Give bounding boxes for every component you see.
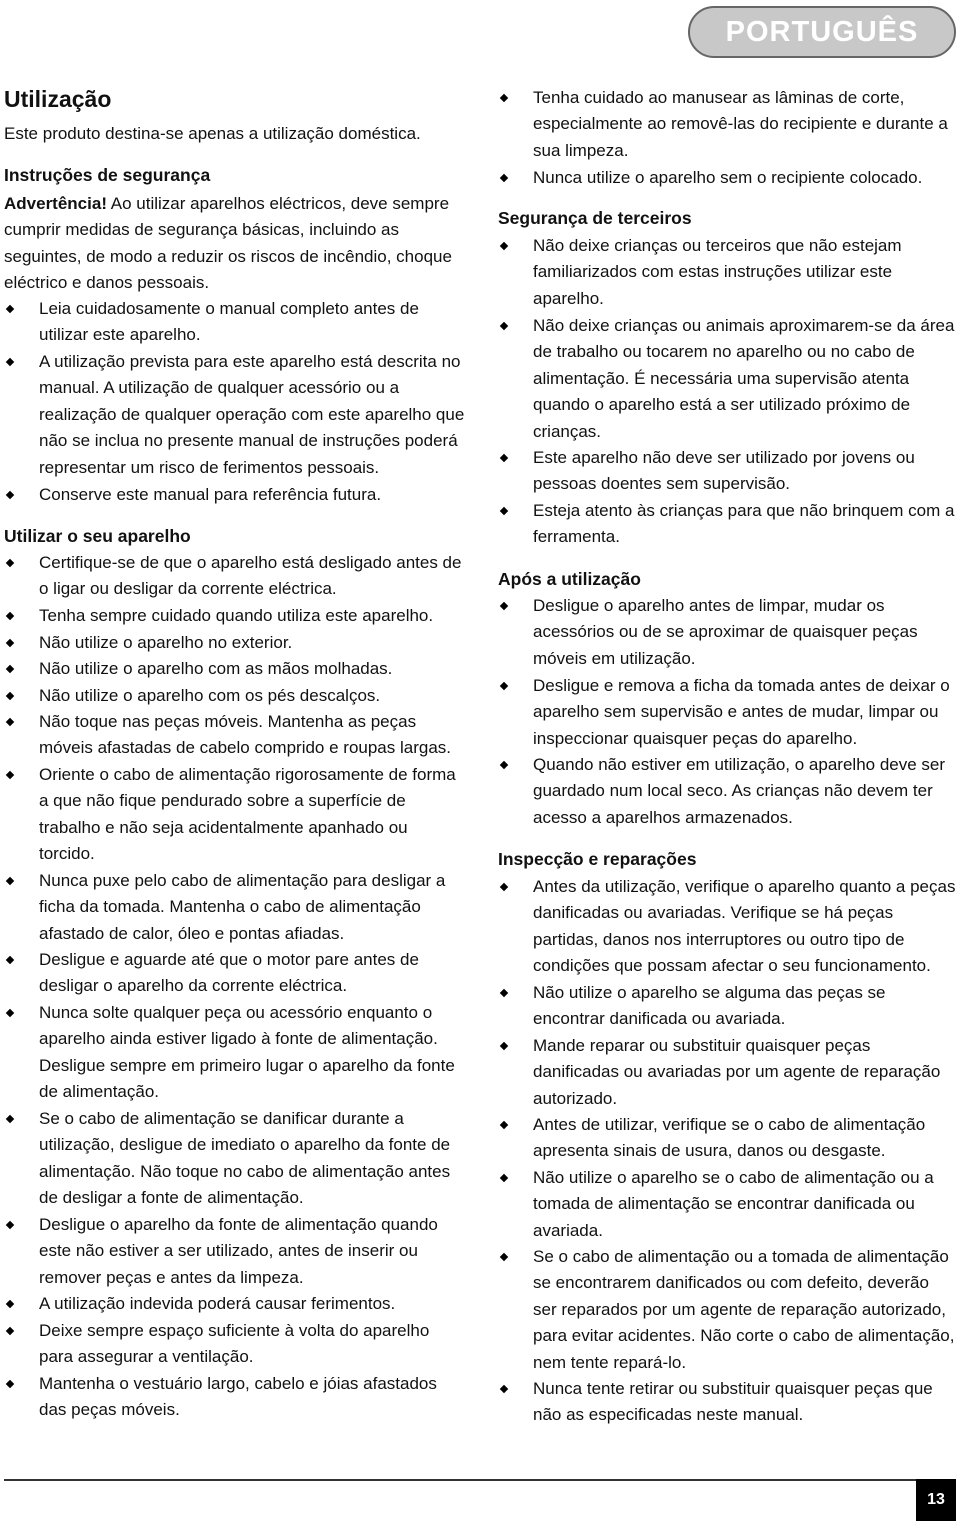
bullet-diamond-icon [500, 1174, 508, 1182]
bullet-diamond-icon [6, 1221, 14, 1229]
bullet-diamond-icon [500, 454, 508, 462]
list-item: Esteja atento às crianças para que não brinquem com a ferramenta. [498, 498, 956, 551]
heading-inspection-repairs: Inspecção e reparações [498, 849, 697, 869]
bullet-diamond-icon [500, 761, 508, 769]
bullet-diamond-icon [500, 94, 508, 102]
bullet-diamond-icon [6, 956, 14, 964]
list-item: Não utilize o aparelho se o cabo de alimentação ou a tomada de alimentação se encontrar danificada ou avariada. [498, 1165, 956, 1244]
heading-after-use: Após a utilização [498, 569, 641, 589]
bullet-diamond-icon [6, 718, 14, 726]
list-item: Leia cuidadosamente o manual completo antes de utilizar este aparelho. [4, 296, 466, 349]
list-item: Não deixe crianças ou animais aproximarem-se da área de trabalho ou tocarem no aparelho ou no cabo de alimentação. É necessária uma supervisão atenta quando o aparelho está a ser utilizado próximo de crianças. [498, 313, 956, 445]
language-badge: PORTUGUÊS [688, 6, 956, 58]
intro-text: Este produto destina-se apenas a utilização doméstica. [4, 124, 421, 143]
bullet-diamond-icon [6, 305, 14, 313]
list-item: Conserve este manual para referência futura. [4, 482, 466, 508]
bullet-diamond-icon [6, 639, 14, 647]
list-item: Não utilize o aparelho se alguma das peças se encontrar danificada ou avariada. [498, 980, 956, 1033]
bullet-diamond-icon [6, 358, 14, 366]
bullet-diamond-icon [500, 602, 508, 610]
list-item: Oriente o cabo de alimentação rigorosamente de forma a que não fique pendurado sobre a superfície de trabalho e não seja acidentalmente apanhado ou torcido. [4, 762, 466, 868]
list-item: Desligue e aguarde até que o motor pare antes de desligar o aparelho da corrente eléctrica. [4, 947, 466, 1000]
list-item: Não utilize o aparelho no exterior. [4, 630, 466, 656]
list-item: Antes da utilização, verifique o aparelho quanto a peças danificadas ou avariadas. Verifique se há peças partidas, danos nos interruptores ou outro tipo de condições que possam afectar o seu funcionamento. [498, 874, 956, 980]
bullet-diamond-icon [500, 1042, 508, 1050]
section-title-utilizacao: Utilização [4, 86, 112, 112]
list-item: Mantenha o vestuário largo, cabelo e jóias afastados das peças móveis. [4, 1371, 466, 1424]
bullet-diamond-icon [500, 682, 508, 690]
list-item: Desligue e remova a ficha da tomada antes de deixar o aparelho sem supervisão e antes de mudar, limpar ou inspeccionar quaisquer peças do aparelho. [498, 673, 956, 752]
bullet-diamond-icon [500, 1253, 508, 1261]
list-item: Quando não estiver em utilização, o aparelho deve ser guardado num local seco. As crianças não devem ter acesso a aparelhos armazenados. [498, 752, 956, 831]
warning-label: Advertência! [4, 194, 107, 213]
bullet-diamond-icon [6, 692, 14, 700]
page-number: 13 [916, 1479, 956, 1521]
list-item: Tenha sempre cuidado quando utiliza este aparelho. [4, 603, 466, 629]
warning-paragraph [4, 191, 466, 297]
warning-text: Ao utilizar aparelhos eléctricos, deve sempre cumprir medidas de segurança básicas, incluindo as seguintes, de modo a reduzir os riscos de incêndio, choque eléctrico e danos pessoais. [4, 194, 452, 293]
bullet-diamond-icon [6, 877, 14, 885]
bullet-diamond-icon [6, 1380, 14, 1388]
bullet-diamond-icon [6, 1300, 14, 1308]
footer-divider [4, 1479, 956, 1481]
heading-third-party-safety: Segurança de terceiros [498, 208, 692, 228]
heading-safety-instructions: Instruções de segurança [4, 165, 211, 185]
list-item: Se o cabo de alimentação ou a tomada de alimentação se encontrarem danificados ou com defeito, deverão ser reparados por um agente de reparação autorizado, para evitar acidentes. Não corte o cabo de alimentação, nem tente repará-lo. [498, 1244, 956, 1376]
list-item: Tenha cuidado ao manusear as lâminas de corte, especialmente ao removê-las do recipiente e durante a sua limpeza. [498, 85, 956, 164]
bullet-diamond-icon [6, 559, 14, 567]
bullet-diamond-icon [6, 491, 14, 499]
list-item: Se o cabo de alimentação se danificar durante a utilização, desligue de imediato o aparelho da fonte de alimentação. Não toque no cabo de alimentação antes de desligar a fonte de alimentação. [4, 1106, 466, 1212]
list-item: Nunca tente retirar ou substituir quaisquer peças que não as especificadas neste manual. [498, 1376, 956, 1429]
list-item: Desligue o aparelho antes de limpar, mudar os acessórios ou de se aproximar de quaisquer peças móveis em utilização. [498, 593, 956, 672]
list-item: Este aparelho não deve ser utilizado por jovens ou pessoas doentes sem supervisão. [498, 445, 956, 498]
bullet-diamond-icon [6, 665, 14, 673]
bullet-diamond-icon [6, 771, 14, 779]
bullet-diamond-icon [500, 322, 508, 330]
bullet-diamond-icon [500, 174, 508, 182]
list-item: Desligue o aparelho da fonte de alimentação quando este não estiver a ser utilizado, antes de inserir ou remover peças e antes da limpeza. [4, 1212, 466, 1291]
bullet-diamond-icon [6, 612, 14, 620]
list-item: Antes de utilizar, verifique se o cabo de alimentação apresenta sinais de usura, danos ou desgaste. [498, 1112, 956, 1165]
bullet-diamond-icon [500, 1121, 508, 1129]
list-item: Não deixe crianças ou terceiros que não estejam familiarizados com estas instruções utilizar este aparelho. [498, 233, 956, 312]
list-item: Nunca solte qualquer peça ou acessório enquanto o aparelho ainda estiver ligado à fonte de alimentação. Desligue sempre em primeiro lugar o aparelho da fonte de alimentação. [4, 1000, 466, 1106]
list-item: Nunca puxe pelo cabo de alimentação para desligar a ficha da tomada. Mantenha o cabo de alimentação afastado de calor, óleo e pontas afiadas. [4, 868, 466, 947]
bullet-diamond-icon [500, 242, 508, 250]
list-item: Não toque nas peças móveis. Mantenha as peças móveis afastadas de cabelo comprido e roupas largas. [4, 709, 466, 762]
bullet-diamond-icon [6, 1115, 14, 1123]
list-item: Deixe sempre espaço suficiente à volta do aparelho para assegurar a ventilação. [4, 1318, 466, 1371]
bullet-diamond-icon [500, 507, 508, 515]
bullet-diamond-icon [6, 1327, 14, 1335]
bullet-diamond-icon [6, 1009, 14, 1017]
bullet-diamond-icon [500, 989, 508, 997]
bullet-diamond-icon [500, 1385, 508, 1393]
list-item: Não utilize o aparelho com as mãos molhadas. [4, 656, 466, 682]
list-item: A utilização prevista para este aparelho está descrita no manual. A utilização de qualquer acessório ou a realização de qualquer operação com este aparelho que não se inclua no presente manual de instruções poderá representar um risco de ferimentos pessoais. [4, 349, 466, 481]
list-item: Mande reparar ou substituir quaisquer peças danificadas ou avariadas por um agente de reparação autorizado. [498, 1033, 956, 1112]
bullet-diamond-icon [500, 883, 508, 891]
list-item: A utilização indevida poderá causar ferimentos. [4, 1291, 466, 1317]
list-item: Nunca utilize o aparelho sem o recipiente colocado. [498, 165, 956, 191]
list-item: Não utilize o aparelho com os pés descalços. [4, 683, 466, 709]
list-item: Certifique-se de que o aparelho está desligado antes de o ligar ou desligar da corrente eléctrica. [4, 550, 466, 603]
heading-use-appliance: Utilizar o seu aparelho [4, 526, 191, 546]
